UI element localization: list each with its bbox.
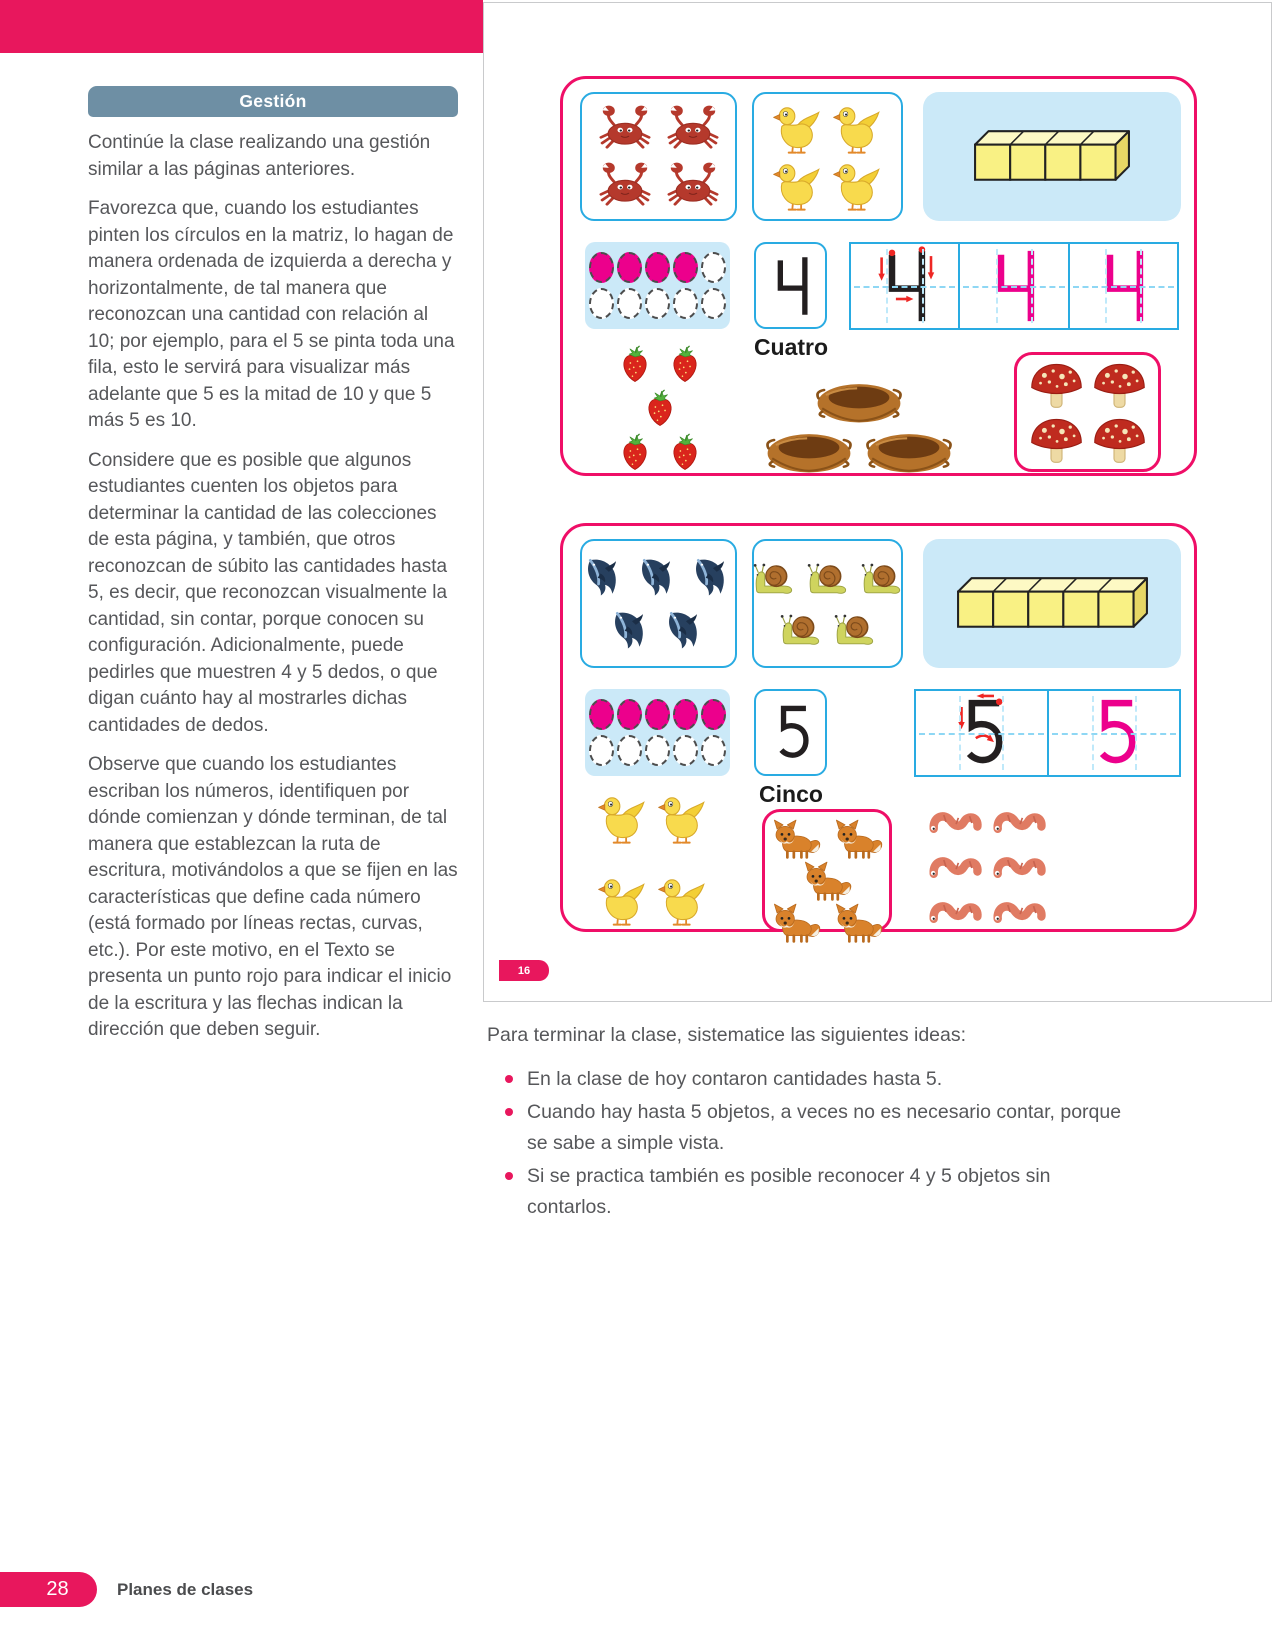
- crab-icon: [595, 102, 655, 154]
- collection-row: [763, 425, 955, 475]
- ten-frame-grid: [589, 252, 726, 319]
- collection-ducks: [595, 790, 710, 928]
- cube-rod-panel: [923, 539, 1181, 668]
- guide-line: [919, 733, 1044, 735]
- crab-icon: [663, 159, 723, 211]
- fox-icon: [769, 817, 823, 859]
- guide-line: [1031, 249, 1033, 323]
- duck-icon: [832, 100, 884, 156]
- footer-page-number-text: 28: [46, 1578, 69, 1600]
- mushroom-icon: [1029, 360, 1084, 415]
- number-card: [754, 242, 827, 329]
- snail-icon: [859, 560, 905, 596]
- guide-line: [922, 249, 924, 323]
- fox-icon: [769, 901, 823, 943]
- fox-icon: [831, 817, 885, 859]
- closing-bullet: [487, 1064, 1157, 1095]
- section-header-gestion: [88, 86, 458, 117]
- ten-frame-cell: [701, 252, 726, 283]
- worm-icon: [927, 799, 983, 839]
- ten-frame-cell: [673, 252, 698, 283]
- closing-bullet: [487, 1097, 1157, 1159]
- sidebar-paragraph: Observe que cuando los estudiantes escriban los números, identifiquen por dónde comienzan y dónde terminan, de tal manera que establezcan la ruta de escritura, motivándolos a que se fijen en las características que define cada número (está formado por líneas rectas, curvas, etc.). Por este motivo, en el Texto se presenta un punto rojo para indicar el inicio de la escritura y las flechas indican la dirección que deben seguir.: [88, 754, 458, 1040]
- mushroom-icon: [1092, 415, 1147, 470]
- ten-frame-cell: [617, 288, 642, 319]
- crab-icon: [663, 102, 723, 154]
- ten-frame-cell: [589, 735, 614, 766]
- snail-icon: [832, 611, 878, 647]
- guide-line: [1105, 249, 1107, 323]
- dolphin-icon: [663, 608, 709, 652]
- writing-cell: [1068, 244, 1177, 328]
- collection-row: [614, 341, 706, 385]
- number-word: Cinco: [759, 781, 823, 807]
- page-number-tab: [499, 960, 549, 981]
- strawberry-icon: [639, 385, 681, 429]
- collection-strawberrys: [604, 341, 716, 473]
- activity-card-4: [560, 76, 1197, 476]
- collection-row: [927, 889, 1047, 929]
- guide-line: [959, 696, 961, 770]
- sidebar-paragraph: Continúe la clase realizando una gestión similar a las páginas anteriores.: [88, 132, 431, 180]
- collection-box-crabs: [580, 92, 737, 221]
- writing-practice: [849, 242, 1179, 330]
- worm-icon: [927, 889, 983, 929]
- ten-frame-cell: [589, 288, 614, 319]
- collection-box-dolphins: [580, 539, 737, 668]
- collection-row: [614, 429, 706, 473]
- guide-line: [1002, 696, 1004, 770]
- number-card: [754, 689, 827, 776]
- collection-row: [769, 901, 885, 943]
- duck-icon: [832, 157, 884, 213]
- bullet-dot-icon: [505, 1108, 513, 1116]
- nest-icon: [813, 375, 905, 425]
- collection-worms: [925, 799, 1049, 929]
- collection-row: [769, 817, 885, 859]
- ten-frame-cell: [645, 735, 670, 766]
- ten-frame-cell: [645, 252, 670, 283]
- guide-line: [1052, 733, 1177, 735]
- mushroom-icon: [1029, 415, 1084, 470]
- digit-4: [764, 254, 818, 318]
- collection-row: [800, 859, 854, 901]
- nest-icon: [763, 425, 855, 475]
- ten-frame-cell: [673, 699, 698, 730]
- guide-line: [886, 249, 888, 323]
- guide-line: [1140, 249, 1142, 323]
- collection-row: [609, 608, 709, 652]
- fox-icon: [831, 901, 885, 943]
- textbook-page-image: [483, 2, 1272, 1002]
- collection-row: [597, 872, 709, 928]
- footer-label: Planes de clases: [117, 1580, 254, 1599]
- sidebar-paragraph: Considere que es posible que algunos estudiantes cuenten los objetos para determinar la cantidad de las colecciones de esta página, y también, que otros reconozcan de súbito las cantidades hasta 5, es decir, que reconozcan visualmente la cantidad, sin contar, porque conocen su configuración. Adicionalmente, puede pedirles que muestren 4 y 5 dedos, o que digan cuánto hay al mostrarles dichas cantidades de dedos.: [88, 449, 448, 736]
- ten-frame-cell: [617, 252, 642, 283]
- ten-frame-cell: [701, 699, 726, 730]
- ten-frame-cell: [645, 288, 670, 319]
- collection-row: [751, 560, 905, 596]
- number-word: Cuatro: [753, 334, 829, 360]
- bullet-dot-icon: [505, 1172, 513, 1180]
- ten-frame-cell: [701, 288, 726, 319]
- ten-frame-cell: [589, 252, 614, 283]
- dolphin-icon: [636, 555, 682, 599]
- closing-bullet-text: Cuando hay hasta 5 objetos, a veces no es necesario contar, porque se sabe a simple vista.: [527, 1101, 1122, 1154]
- worm-icon: [991, 889, 1047, 929]
- duck-icon: [772, 100, 824, 156]
- guide-line: [854, 286, 955, 288]
- ten-frame-cell: [701, 735, 726, 766]
- ten-frame-cell: [673, 288, 698, 319]
- collection-mushrooms: [1014, 352, 1161, 472]
- worm-icon: [927, 844, 983, 884]
- guide-line: [1135, 696, 1137, 770]
- collection-row: [772, 100, 884, 156]
- duck-icon: [597, 790, 649, 846]
- guide-line: [996, 249, 998, 323]
- strawberry-icon: [664, 429, 706, 473]
- closing-intro: Para terminar la clase, sistematice las siguientes ideas:: [487, 1024, 967, 1046]
- page-number: 16: [517, 964, 531, 977]
- sidebar: [88, 86, 458, 1044]
- ten-frame-cell: [673, 735, 698, 766]
- footer-page-number: [0, 1572, 97, 1607]
- collection-row: [772, 157, 884, 213]
- digit-5: [764, 701, 818, 765]
- collection-nests: [756, 375, 962, 475]
- cube-rod-icon: [973, 130, 1131, 183]
- collection-row: [927, 844, 1047, 884]
- collection-row: [1029, 360, 1147, 415]
- ten-frame-cell: [617, 699, 642, 730]
- dolphin-icon: [609, 608, 655, 652]
- collection-row: [597, 790, 709, 846]
- closing-bullet-text: Si se practica también es posible reconocer 4 y 5 objetos sin contarlos.: [527, 1165, 1051, 1218]
- snail-icon: [751, 560, 797, 596]
- collection-row: [595, 159, 723, 211]
- collection-foxs: [762, 809, 892, 932]
- guide-line: [1092, 696, 1094, 770]
- guide-line: [963, 286, 1064, 288]
- collection-row: [778, 611, 878, 647]
- ten-frame-cell: [617, 735, 642, 766]
- duck-icon: [597, 872, 649, 928]
- collection-row: [639, 385, 681, 429]
- worm-icon: [991, 844, 1047, 884]
- mushroom-icon: [1092, 360, 1147, 415]
- writing-cell: [1047, 691, 1180, 775]
- dolphin-icon: [582, 555, 628, 599]
- snail-icon: [805, 560, 851, 596]
- fox-icon: [800, 859, 854, 901]
- activity-card-5: [560, 523, 1197, 932]
- writing-cell: [851, 244, 958, 328]
- duck-icon: [657, 872, 709, 928]
- ten-frame-grid: [589, 699, 726, 766]
- crab-icon: [595, 159, 655, 211]
- collection-row: [1029, 415, 1147, 470]
- writing-cell: [916, 691, 1047, 775]
- sidebar-paragraph: Favorezca que, cuando los estudiantes pinten los círculos en la matriz, lo hagan de manera ordenada de izquierda a derecha y horizontalmente, de tal manera que reconozcan una cantidad con relación al 10; por ejemplo, para el 5 se pinta toda una fila, esto le servirá para visualizar más adelante que 5 es la mitad de 10 y que 5 más 5 es 10.: [88, 198, 455, 431]
- ten-frame: [585, 242, 730, 329]
- collection-row: [927, 799, 1047, 839]
- duck-icon: [657, 790, 709, 846]
- cube-rod-icon: [956, 577, 1149, 630]
- ten-frame: [585, 689, 730, 776]
- closing-bullet-text: En la clase de hoy contaron cantidades hasta 5.: [527, 1068, 943, 1090]
- collection-row: [582, 555, 736, 599]
- closing-list: [487, 1064, 1157, 1223]
- guide-line: [1073, 286, 1174, 288]
- snail-icon: [778, 611, 824, 647]
- bullet-dot-icon: [505, 1075, 513, 1083]
- ten-frame-cell: [645, 699, 670, 730]
- worm-icon: [991, 799, 1047, 839]
- collection-box-snails: [752, 539, 903, 668]
- section-title: Gestión: [239, 91, 307, 111]
- closing-section: [487, 1020, 1157, 1225]
- closing-bullet: [487, 1161, 1157, 1223]
- ten-frame-cell: [589, 699, 614, 730]
- strawberry-icon: [614, 429, 656, 473]
- strawberry-icon: [614, 341, 656, 385]
- collection-row: [813, 375, 905, 425]
- strawberry-icon: [664, 341, 706, 385]
- collection-row: [595, 102, 723, 154]
- writing-practice: [914, 689, 1181, 777]
- writing-cell: [958, 244, 1067, 328]
- dolphin-icon: [690, 555, 736, 599]
- header-accent-bar: [0, 0, 483, 53]
- collection-box-ducks: [752, 92, 903, 221]
- nest-icon: [863, 425, 955, 475]
- cube-rod-panel: [923, 92, 1181, 221]
- duck-icon: [772, 157, 824, 213]
